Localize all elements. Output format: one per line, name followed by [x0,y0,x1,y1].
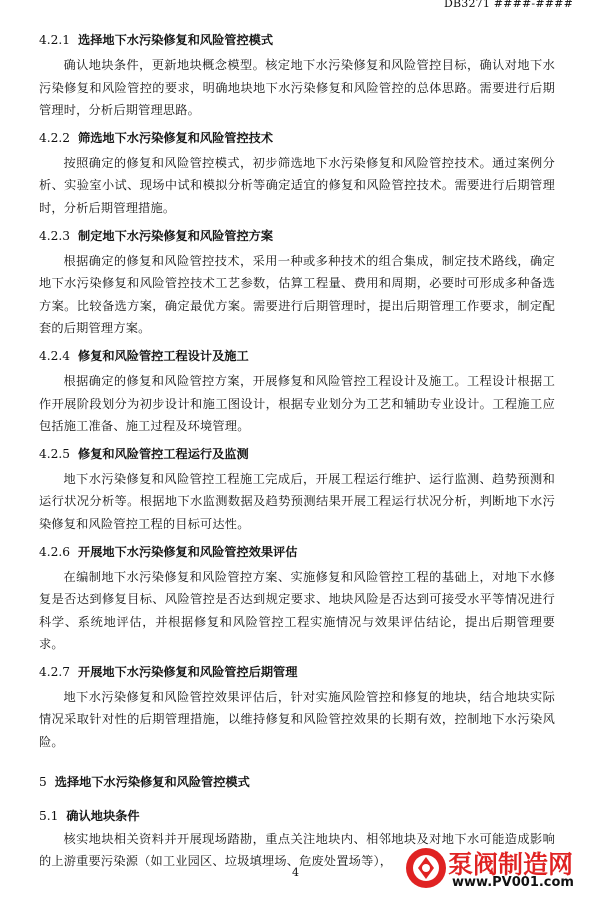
section-number: 4.2.5 [39,446,71,461]
section-paragraph: 地下水污染修复和风险管控效果评估后，针对实施风险管控和修复的地块，结合地块实际情况采取针对性的后期管理措施，以维持修复和风险管控效果的长期有效，控制地下水污染风险。 [39,689,555,750]
section-number: 5.1 [39,808,59,823]
chapter-title: 选择地下水污染修复和风险管控模式 [54,774,250,789]
section-paragraph: 按照确定的修复和风险管控模式，初步筛选地下水污染修复和风险管控技术。通过案例分析、实验室小试、现场中试和模拟分析等确定适宜的修复和风险管控技术。需要进行后期管理时，分析后期管理措施。 [39,155,555,215]
section-title: 修复和风险管控工程设计及施工 [78,348,249,363]
standard-code: DB3271 ####-#### [443,0,573,10]
section-heading-4-2-3 [39,228,555,244]
section-title: 修复和风险管控工程运行及监测 [78,446,249,461]
section-paragraph: 确认地块条件，更新地块概念模型。核定地下水污染修复和风险管控目标，确认对地下水污染修复和风险管控的要求，明确地块地下水污染修复和风险管控的总体思路。需要进行后期管理时，分析后期管理思路。 [39,58,555,118]
watermark-site-name: 泵阀制造网 [448,850,574,879]
section-paragraph: 根据确定的修复和风险管控方案，开展修复和风险管控工程设计及施工。工程设计根据工作开展阶段划分为初步设计和施工图设计，根据专业划分为工艺和辅助专业设计。工程施工应包括施工准备、施工过程及环境管理。 [39,373,555,434]
section-heading-4-2-4 [39,348,555,364]
section-title: 选择地下水污染修复和风险管控模式 [78,33,274,47]
section-paragraph: 地下水污染修复和风险管控工程施工完成后，开展工程运行维护、运行监测、趋势预测和运行状况分析等。根据地下水监测数据及趋势预测结果开展工程运行状况分析，判断地下水污染修复和风险管控工程的目标可达性。 [39,471,555,531]
page-number: 4 [292,866,299,879]
section-title: 开展地下水污染修复和风险管控后期管理 [78,664,298,679]
chapter-number: 5 [39,774,47,789]
section-title: 确认地块条件 [66,808,140,823]
section-number: 4.2.1 [39,33,71,47]
chapter-heading-5 [39,774,555,790]
watermark-url: www.PV001.com [452,875,574,890]
section-number: 4.2.7 [39,664,71,679]
section-number: 4.2.3 [39,228,71,243]
site-watermark [404,843,584,893]
section-title: 制定地下水污染修复和风险管控方案 [78,228,274,243]
section-heading-5-1 [39,808,555,824]
section-title: 开展地下水污染修复和风险管控效果评估 [78,544,298,559]
section-heading-4-2-6 [39,544,555,560]
document-body [39,32,555,881]
section-heading-4-2-1 [39,32,555,48]
section-heading-4-2-7 [39,664,555,680]
valve-logo-icon [404,846,448,890]
section-paragraph: 根据确定的修复和风险管控技术，采用一种或多种技术的组合集成，制定技术路线，确定地下水污染修复和风险管控技术工艺参数，估算工程量、费用和周期，必要时可形成多种备选方案。比较备选方案，确定最优方案。需要进行后期管理时，提出后期管理工作要求，制定配套的后期管理方案。 [39,253,555,336]
section-number: 4.2.2 [39,130,71,145]
section-title: 筛选地下水污染修复和风险管控技术 [78,130,274,145]
section-number: 4.2.6 [39,544,71,559]
section-heading-4-2-2 [39,130,555,146]
section-number: 4.2.4 [39,348,71,363]
section-paragraph: 核实地块相关资料并开展现场踏勘，重点关注地块内、相邻地块及对地下水可能造成影响的上游重要污染源（如工业园区、垃圾填埋场、危废处置场等）， [39,831,555,869]
section-paragraph: 在编制地下水污染修复和风险管控方案、实施修复和风险管控工程的基础上，对地下水修复是否达到修复目标、风险管控是否达到规定要求、地块风险是否达到可接受水平等情况进行科学、系统地评估，并根据修复和风险管控工程实施情况与效果评估结论，提出后期管理要求。 [39,569,555,652]
section-heading-4-2-5 [39,446,555,462]
